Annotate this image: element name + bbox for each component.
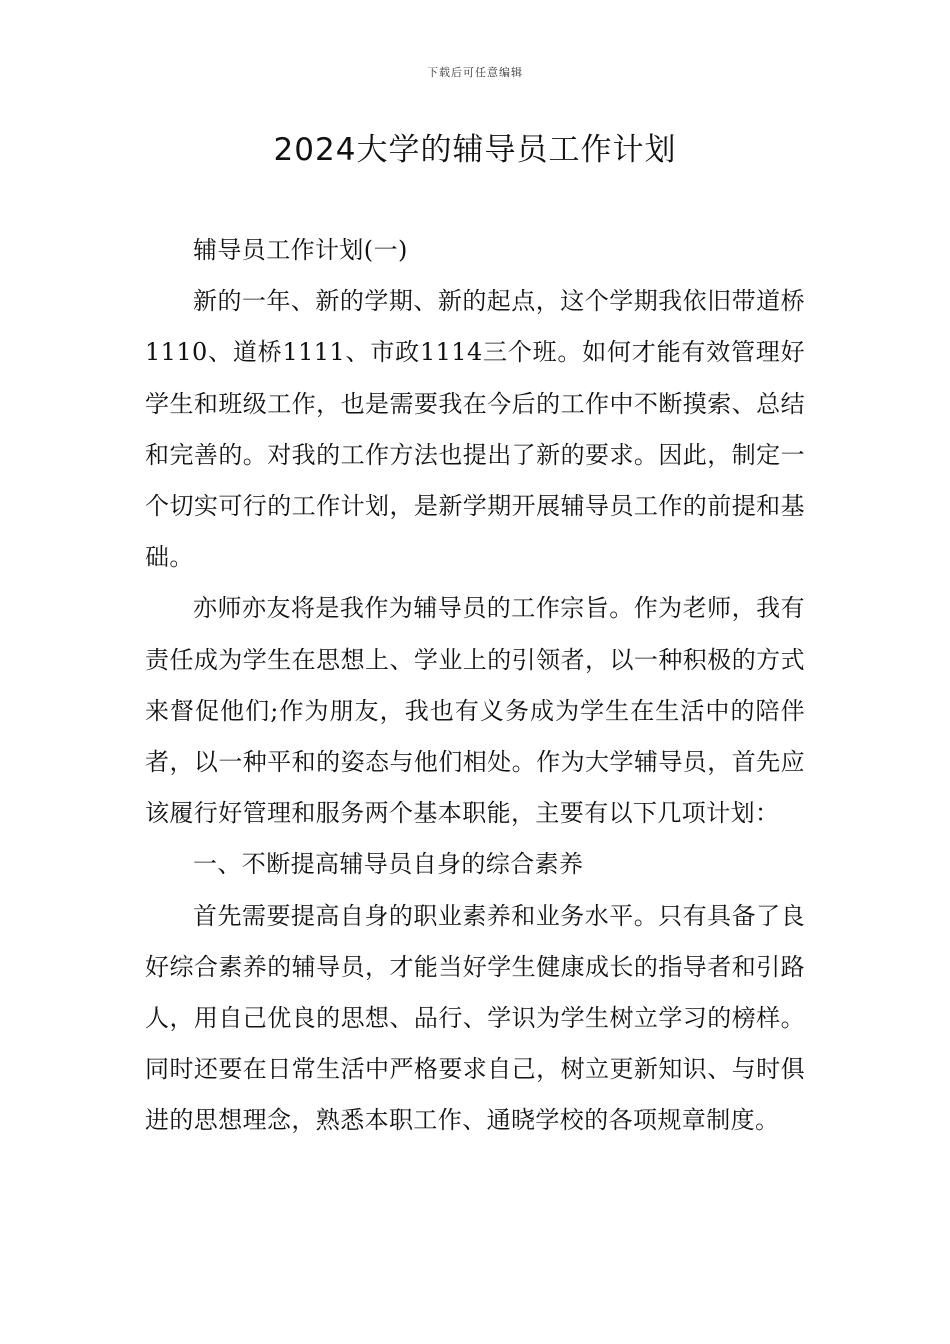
header-note: 下载后可任意编辑: [427, 66, 523, 79]
paragraph-improve-quality: 首先需要提高自身的职业素养和业务水平。只有具备了良好综合素养的辅导员，才能当好学生健康成长的指导者和引路人，用自己优良的思想、品行、学识为学生树立学习的榜样。同时还要在日常生活中严格要求自己，树立更新知识、与时俱进的思想理念，熟悉本职工作、通晓学校的各项规章制度。: [145, 901, 805, 1135]
document-body: [145, 225, 805, 1147]
section-heading-improve-quality: 一、不断提高辅导员自身的综合素养: [193, 850, 584, 879]
paragraph-work-principle: 亦师亦友将是我作为辅导员的工作宗旨。作为老师，我有责任成为学生在思想上、学业上的引领者，以一种积极的方式来督促他们;作为朋友，我也有义务成为学生在生活中的陪伴者，以一种平和的姿态与他们相处。作为大学辅导员，首先应该履行好管理和服务两个基本职能，主要有以下几项计划：: [145, 594, 805, 828]
paragraph-intro: 新的一年、新的学期、新的起点，这个学期我依旧带道桥1110、道桥1111、市政1114三个班。如何才能有效管理好学生和班级工作，也是需要我在今后的工作中不断摸索、总结和完善的。对我的工作方法也提出了新的要求。因此，制定一个切实可行的工作计划，是新学期开展辅导员工作的前提和基础。: [145, 287, 805, 572]
document-title: 2024大学的辅导员工作计划: [273, 132, 677, 168]
section-heading-plan-one: 辅导员工作计划(一): [193, 236, 408, 264]
